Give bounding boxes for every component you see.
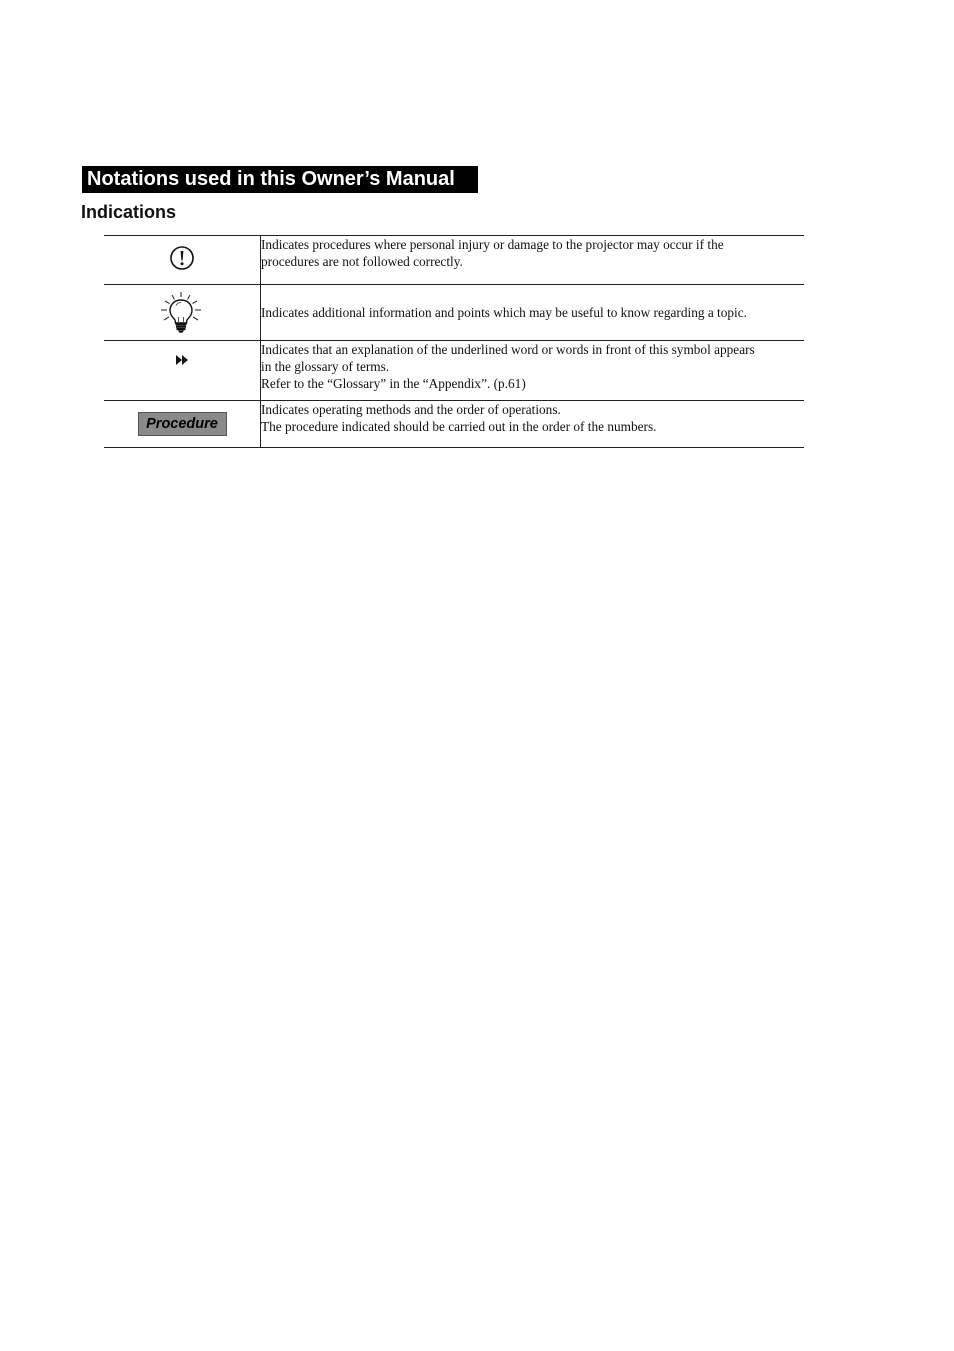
subsection-title: Indications xyxy=(81,202,177,222)
description-line: Indicates that an explanation of the underlined word or words in front of this symbol appears xyxy=(261,342,755,357)
description-line: Indicates operating methods and the order of operations. xyxy=(261,402,561,417)
description-cell xyxy=(261,401,805,448)
indications-table xyxy=(104,235,804,448)
description-line: The procedure indicated should be carried out in the order of the numbers. xyxy=(261,419,657,434)
symbol-cell xyxy=(104,285,261,341)
description-line: Indicates procedures where personal injury or damage to the projector may occur if the xyxy=(261,237,724,252)
description-line: procedures are not followed correctly. xyxy=(261,254,463,269)
table-row xyxy=(104,341,804,401)
symbol-cell xyxy=(104,236,261,285)
description-cell xyxy=(261,341,805,401)
procedure-badge: Procedure xyxy=(138,412,227,436)
description-line: Refer to the “Glossary” in the “Appendix”. (p.61) xyxy=(261,376,526,391)
symbol-cell xyxy=(104,401,261,448)
description-cell xyxy=(261,236,805,285)
section-title: Notations used in this Owner’s Manual xyxy=(82,166,478,193)
description-line: in the glossary of terms. xyxy=(261,359,390,374)
description-cell xyxy=(261,285,805,341)
description-line: Indicates additional information and points which may be useful to know regarding a topic. xyxy=(261,305,747,320)
symbol-cell xyxy=(104,341,261,401)
glossary-double-arrow-icon xyxy=(175,353,189,371)
table-row xyxy=(104,285,804,341)
table-row xyxy=(104,236,804,285)
lightbulb-tip-icon xyxy=(159,291,205,340)
table-row xyxy=(104,401,804,448)
caution-exclamation-icon xyxy=(169,245,195,276)
